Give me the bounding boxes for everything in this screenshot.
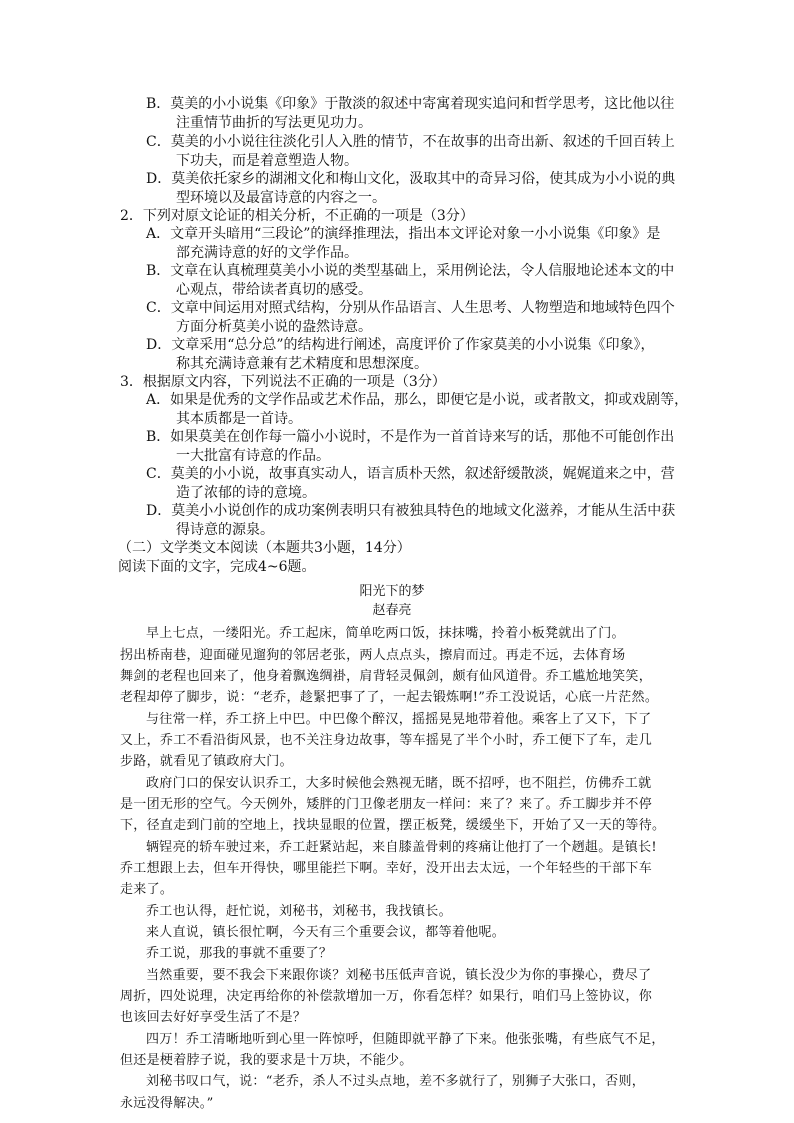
story-line: 来人直说，镇长很忙啊，今天有三个重要会议，都等着他呢。	[146, 925, 506, 940]
q3-stem: 3．根据原文内容，下列说法不正确的一项是（3分）	[120, 374, 446, 390]
story-line: 乔工也认得，赶忙说，刘秘书，刘秘书，我找镇长。	[146, 904, 452, 919]
story-author: 赵春亮	[372, 603, 412, 618]
story-line: 政府门口的保安认识乔工，大多时候他会熟视无睹，既不招呼，也不阻拦，仿佛乔工就	[146, 776, 652, 791]
q2-option-c-line1: C．文章中间运用对照式结构，分别从作品语言、人生思考、人物塑造和地域特色四个	[146, 300, 675, 316]
story-line: 与往常一样，乔工挤上中巴。中巴像个醉汉，摇摇晃晃地带着他。乘客上了又下，下了	[146, 712, 652, 727]
q3-option-d-line2: 得诗意的源泉。	[176, 522, 274, 538]
story-line: 但还是梗着脖子说，我的要求是十万块，不能少。	[120, 1053, 413, 1068]
q3-option-a-line2: 其本质都是一首诗。	[176, 411, 302, 427]
q2-option-d-line2: 称其充满诗意兼有艺术精度和思想深度。	[176, 356, 428, 372]
q1-option-c-line2: 下功夫，而是着意塑造人物。	[176, 153, 358, 169]
story-line: 舞剑的老程也回来了，他身着飘逸绸褂，肩背轻灵佩剑，颇有仙风道骨。乔工尴尬地笑笑，	[120, 669, 653, 684]
story-line: 又上，乔工不看沿街风景，也不关注身边故事，等车摇晃了半个小时，乔工便下了车，走几	[120, 733, 653, 748]
story-line: 四万！乔工清晰地听到心里一阵惊呼，但随即就平静了下来。他张张嘴，有些底气不足，	[146, 1032, 665, 1047]
story-line: 乔工想跟上去，但车开得快，哪里能拦下啊。幸好，没开出去太远，一个年轻些的干部下车	[120, 861, 653, 876]
story-line: 老程却停了脚步，说：“老乔，趁緊把事了了，一起去锻炼啊!”乔工没说话，心底一片茫然。	[120, 690, 659, 705]
q2-option-d-line1: D．文章采用“总分总”的结构进行阐述，高度评价了作家莫美的小小说集《印象》，	[146, 337, 655, 353]
section-instruction: 阅读下面的文字，完成4~6题。	[118, 559, 316, 575]
story-line: 当然重要，要不我会下来跟你谈？刘秘书压低声音说，镇长没少为你的事操心，费尽了	[146, 968, 652, 983]
story-line: 下，径直走到门前的空地上，找块显眼的位置，摆正板凳，缓缓坐下，开始了又一天的等待。	[120, 818, 666, 833]
q2-option-b-line1: B．文章在认真梳理莫美小小说的类型基础上，采用例论法，令人信服地论述本文的中	[146, 263, 675, 279]
story-title: 阳光下的梦	[359, 584, 425, 599]
q3-option-c-line2: 造了浓郁的诗的意境。	[176, 485, 316, 501]
story-line: 拐出桥南巷，迎面碰见遛狗的邻居老张，两人点点头，擦肩而过。再走不远，去体育场	[120, 648, 626, 663]
q3-option-d-line1: D．莫美小小说创作的成功案例表明只有被独具特色的地域文化滋养，才能从生活中获	[146, 503, 676, 519]
story-line: 乔工说，那我的事就不重要了？	[146, 946, 333, 961]
section-heading: （二）文学类文本阅读（本题共3小题，14分）	[118, 540, 411, 556]
q2-stem: 2．下列对原文论证的相关分析，不正确的一项是（3分）	[120, 208, 474, 224]
q2-option-b-line2: 心观点，带给读者真切的感受。	[176, 282, 372, 298]
story-line: 是一团无形的空气。今天例外，矮胖的门卫像老朋友一样问：来了？来了。乔工脚步并不停	[120, 797, 653, 812]
q3-option-b-line1: B．如果莫美在创作每一篇小小说时，不是作为一首首诗来写的话，那他不可能创作出	[146, 429, 675, 445]
q1-option-b-line2: 注重情节曲折的写法更见功力。	[176, 115, 372, 131]
q3-option-c-line1: C．莫美的小小说，故事真实动人，语言质朴天然，叙述舒缓散淡，娓娓道来之中，营	[146, 466, 675, 482]
story-line: 步路，就看见了镇政府大门。	[120, 754, 293, 769]
q1-option-c-line1: C．莫美的小小说往往淡化引人入胜的情节，不在故事的出奇出新、叙述的千回百转上	[146, 134, 675, 150]
q3-option-b-line2: 一大批富有诗意的作品。	[176, 448, 330, 464]
story-line: 走来了。	[120, 882, 174, 897]
story-line: 辆锃亮的轿车驶过来，乔工赶紧站起，来自膝盖骨剌的疼痛让他打了一个趔趄。是镇长!	[146, 840, 657, 855]
story-line: 刘秘书叹口气，说：“老乔，杀人不过头点地，差不多就行了，别狮子大张口，否则，	[146, 1074, 646, 1089]
story-line: 早上七点，一缕阳光。乔工起床，简单吃两口饭，抹抹嘴，拎着小板凳就出了门。	[146, 626, 625, 641]
story-line: 也该回去好好享受生活了不是？	[120, 1010, 307, 1025]
q3-option-a-line1: A．如果是优秀的文学作品或艺术作品，那么，即便它是小说，或者散文，抑或戏剧等，	[146, 392, 689, 408]
q1-option-d-line2: 型环境以及最富诗意的内容之一。	[176, 190, 386, 206]
q2-option-c-line2: 方面分析莫美小说的盎然诗意。	[176, 319, 372, 335]
q1-option-b-line1: B．莫美的小小说集《印象》于散淡的叙述中寄寓着现实追问和哲学思考，这比他以往	[146, 96, 675, 112]
story-line: 永远没得解决。”	[120, 1096, 214, 1111]
q2-option-a-line2: 部充满诗意的好的文学作品。	[176, 245, 358, 261]
story-line: 周折，四处说理，决定再给你的补偿款增加一万，你看怎样？如果行，咱们马上签协议，你	[120, 989, 653, 1004]
q2-option-a-line1: A．文章开头暗用“三段论”的演绎推理法，指出本文评论对象一小小说集《印象》是	[146, 226, 661, 242]
q1-option-d-line1: D．莫美依托家乡的湖湘文化和梅山文化，汲取其中的奇异习俗，使其成为小小说的典	[146, 171, 676, 187]
